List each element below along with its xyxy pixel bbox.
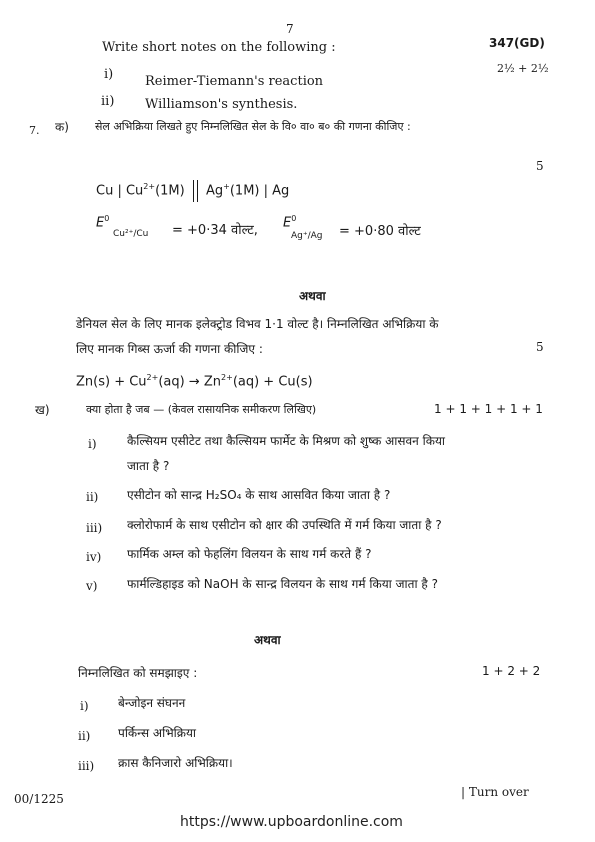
item-number: ii) <box>86 490 99 504</box>
alt-question-line1: डेनियल सेल के लिए मानक इलेक्ट्रोड विभव 1·1 वोल्ट है। निम्नलिखित अभिक्रिया के <box>76 317 439 331</box>
short-notes-marks: 2½ + 2½ <box>497 62 549 75</box>
item-number: i) <box>104 67 114 82</box>
potential-subscript: Cu²⁺/Cu <box>113 229 149 239</box>
part-a-question: सेल अभिक्रिया लिखते हुए निम्नलिखित सेल के वि० वा० ब० की गणना कीजिए : <box>95 120 411 133</box>
part-label: क) <box>55 120 69 134</box>
item-number: iii) <box>78 759 95 773</box>
footer-code: 00/1225 <box>14 792 64 806</box>
item-number: iii) <box>86 521 103 535</box>
question-number: 7. <box>29 124 40 137</box>
website-link[interactable]: https://www.upboardonline.com <box>180 814 403 830</box>
part-a-marks: 5 <box>536 159 544 173</box>
potential-subscript: Ag⁺/Ag <box>291 231 323 241</box>
item-text: एसीटोन को सान्द्र H₂SO₄ के साथ आसवित किया जाता है ? <box>127 488 391 502</box>
cell-notation: Cu | $Cu^{2+}(1M)$ Ag+(1M) | Ag <box>96 180 289 202</box>
item-text: Williamson's synthesis. <box>145 97 298 112</box>
turn-over-note: | Turn over <box>461 785 529 799</box>
item-number: ii) <box>78 729 91 743</box>
electrode-potential-1: $E^0$ <box>96 214 110 231</box>
potential-value: = +0·80 वोल्ट <box>339 224 421 239</box>
item-number: i) <box>88 437 97 451</box>
item-text: क्लोरोफार्म के साथ एसीटोन को क्षार की उपस्थिति में गर्म किया जाता है ? <box>127 518 442 532</box>
item-number: ii) <box>101 94 115 109</box>
item-text: Reimer-Tiemann's reaction <box>145 74 324 89</box>
part-label: ख) <box>35 403 50 417</box>
salt-bridge-symbol <box>193 180 198 202</box>
item-text: क्रास कैनिजारो अभिक्रिया। <box>118 756 233 770</box>
page-number: 7 <box>286 22 294 36</box>
daniell-equation: $Zn(s) + Cu^{2+}(aq) \to Zn^{2+}(aq) + Cu(s)$ <box>76 373 313 390</box>
item-number: iv) <box>86 550 102 564</box>
item-text: फार्मिक अम्ल को फेहलिंग विलयन के साथ गर्म करते हैं ? <box>127 547 372 561</box>
or-divider: अथवा <box>254 633 281 647</box>
alt-marks: 5 <box>536 340 544 354</box>
explain-question: निम्नलिखित को समझाइए : <box>78 666 198 680</box>
alt-question-line2: लिए मानक गिब्स ऊर्जा की गणना कीजिए : <box>76 342 263 356</box>
part-b-question: क्या होता है जब — (केवल रासायनिक समीकरण लिखिए) <box>86 403 317 416</box>
explain-marks: 1 + 2 + 2 <box>482 664 541 678</box>
item-text-continued: जाता है ? <box>127 459 170 473</box>
item-text: फार्मल्डिहाइड को NaOH के सान्द्र विलयन के साथ गर्म किया जाता है ? <box>127 577 438 591</box>
item-text: कैल्सियम एसीटेट तथा कैल्सियम फार्मेट के मिश्रण को शुष्क आसवन किया <box>127 434 446 448</box>
part-b-marks: 1 + 1 + 1 + 1 + 1 <box>434 402 543 416</box>
or-divider: अथवा <box>299 289 326 303</box>
short-notes-instruction: Write short notes on the following : <box>102 40 336 55</box>
potential-value: = +0·34 वोल्ट, <box>172 223 258 238</box>
electrode-potential-2: $E^0$ <box>283 214 297 231</box>
paper-code: 347(GD) <box>489 36 545 50</box>
item-text: बेन्जोइन संघनन <box>118 696 186 710</box>
item-text: पर्किन्स अभिक्रिया <box>118 726 197 740</box>
item-number: v) <box>86 579 98 593</box>
item-number: i) <box>80 699 89 713</box>
